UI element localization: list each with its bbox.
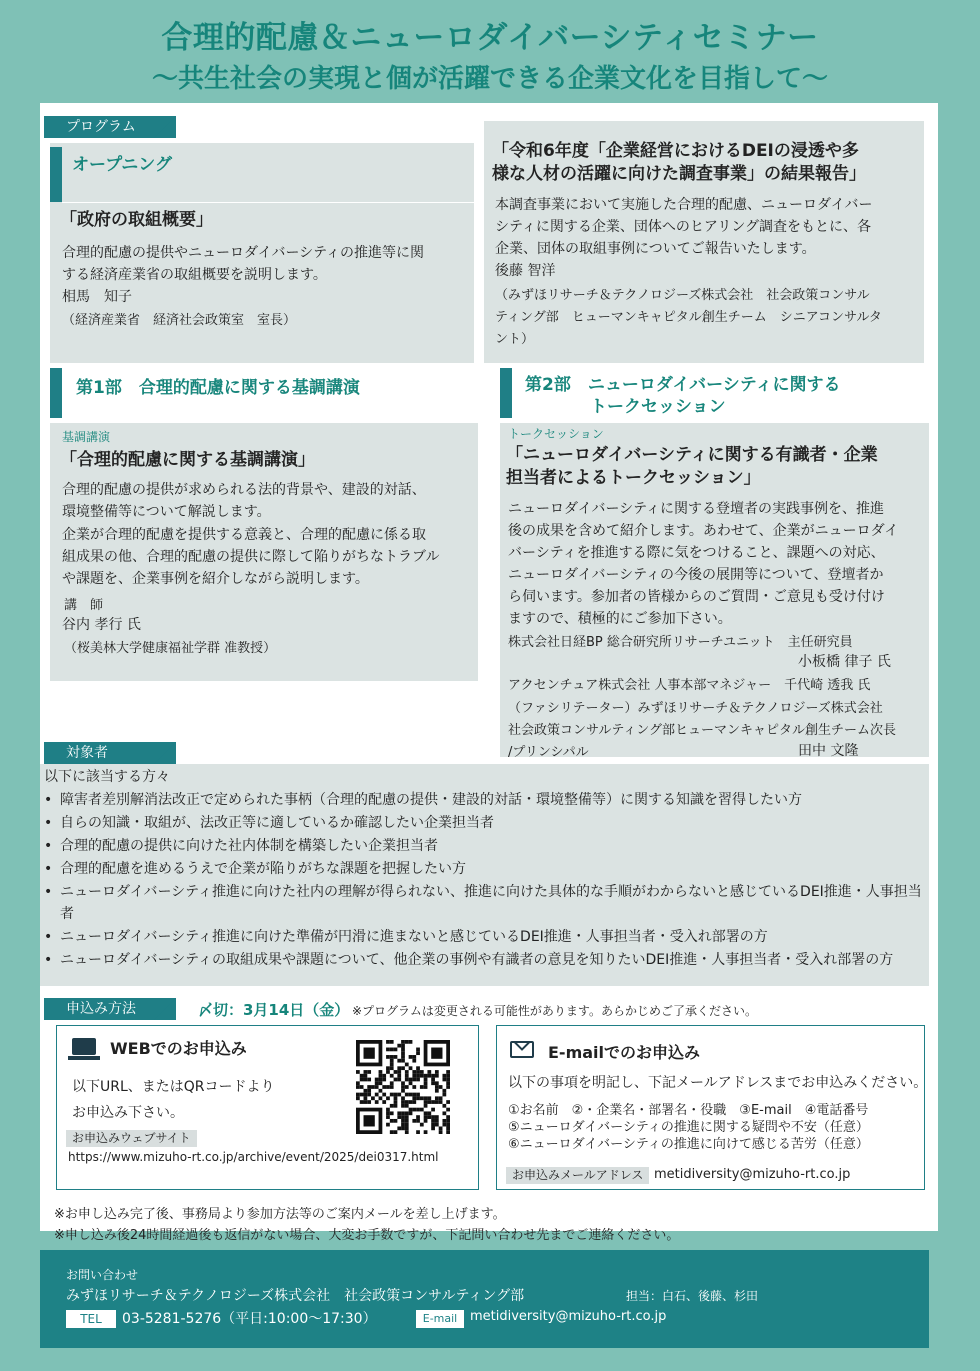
- email-label: E-mail: [416, 1310, 464, 1328]
- facilitator-3: /プリンシパル: [508, 745, 589, 760]
- bullet-icon: •: [44, 929, 53, 945]
- part2-desc-6: ますので、積極的にご参加下さい。: [508, 611, 732, 627]
- panelist1-name: 小板橋 律子 氏: [798, 654, 891, 670]
- facilitator-1: （ファシリテーター）みずほリサーチ＆テクノロジーズ株式会社: [508, 701, 883, 716]
- part1-bar: [50, 368, 62, 418]
- gov-title: 「政府の取組概要」: [60, 210, 213, 230]
- web-apply-line1: 以下URL、またはQRコードより: [72, 1079, 275, 1095]
- apply-note-1: ※お申し込み完了後、事務局より参加方法等のご案内メールを差し上げます。: [54, 1207, 506, 1222]
- web-apply-title: WEBでのお申込み: [110, 1039, 247, 1058]
- part2-heading-2: トークセッション: [590, 397, 726, 417]
- bullet-icon: •: [44, 884, 53, 900]
- web-url-label: お申込みウェブサイト: [66, 1130, 197, 1147]
- program-tag: プログラム: [44, 116, 176, 138]
- bullet-icon: •: [44, 861, 53, 877]
- target-item-text: 合理的配慮を進めるうえで企業が陥りがちな課題を把握したい方: [60, 861, 466, 877]
- bullet-icon: •: [44, 792, 53, 808]
- part1-heading: 第1部 合理的配慮に関する基調講演: [76, 378, 360, 398]
- gov-affil: （経済産業省 経済社会政策室 室長）: [62, 313, 297, 328]
- apply-note-2: ※申し込み後24時間経過後も返信がない場合、大変お手数ですが、下記問い合わせ先までご連絡ください。: [54, 1228, 680, 1243]
- contact-label: お問い合わせ: [66, 1268, 139, 1282]
- contact-tel[interactable]: 03-5281-5276（平日:10:00～17:30）: [122, 1311, 377, 1327]
- qr-code[interactable]: [356, 1040, 450, 1134]
- target-item-text: ニューロダイバーシティ推進に向けた準備が円滑に進まないと感じているDEI推進・人事担当者・受入れ部署の方: [60, 929, 768, 945]
- contact-staff: 担当：白石、後藤、杉田: [626, 1289, 759, 1303]
- report-desc-2: シティに関する企業、団体へのヒアリング調査をもとに、各: [495, 219, 872, 235]
- part1-desc-1: 合理的配慮の提供が求められる法的背景や、建設的対話、: [62, 482, 426, 498]
- report-title-1: 「令和6年度「企業経営におけるDEIの浸透や多: [492, 141, 859, 161]
- tel-label: TEL: [66, 1310, 116, 1328]
- bullet-icon: •: [44, 952, 53, 968]
- part2-desc-4: ニューロダイバーシティの今後の展開等について、登壇者か: [508, 567, 884, 583]
- contact-email[interactable]: metidiversity@mizuho-rt.co.jp: [470, 1309, 667, 1324]
- part2-desc-1: ニューロダイバーシティに関する登壇者の実践事例を、推進: [508, 501, 885, 517]
- target-tag: 対象者: [44, 742, 176, 764]
- part1-affil: （桜美林大学健康福祉学群 准教授）: [64, 641, 277, 656]
- web-url-link[interactable]: https://www.mizuho-rt.co.jp/archive/event/2025/dei0317.html: [68, 1150, 439, 1164]
- opening-bar: [50, 147, 62, 202]
- bullet-icon: •: [44, 815, 53, 831]
- email-item-1: ①お名前 ②・企業名・部署名・役職 ③E-mail ④電話番号: [508, 1103, 869, 1118]
- opening-heading: オープニング: [72, 155, 172, 175]
- web-apply-line2: お申込み下さい。: [72, 1105, 184, 1121]
- email-apply-line1: 以下の事項を明記し、下記メールアドレスまでお申込みください。: [508, 1075, 928, 1091]
- tag-corner: [154, 998, 176, 1020]
- report-desc-1: 本調査事業において実施した合理的配慮、ニューロダイバー: [495, 197, 873, 213]
- target-item: [44, 835, 924, 858]
- part1-speaker: 谷内 孝行 氏: [62, 617, 141, 633]
- email-item-2: ⑤ニューロダイバーシティの推進に関する疑問や不安（任意）: [508, 1120, 869, 1135]
- part2-title-1: 「ニューロダイバーシティに関する有識者・企業: [506, 445, 878, 465]
- subtitle: ～共生社会の実現と個が活躍できる企業文化を目指して～: [151, 64, 828, 94]
- program-change-note: ※プログラムは変更される可能性があります。あらかじめご了承ください。: [352, 1004, 757, 1018]
- part2-heading-1: 第2部 ニューロダイバーシティに関する: [525, 375, 841, 395]
- part2-label: トークセッション: [508, 427, 604, 441]
- part1-desc-5: や課題を、企業事例を紹介しながら説明します。: [62, 571, 369, 587]
- facilitator-2: 社会政策コンサルティング部ヒューマンキャピタル創生チーム次長: [508, 723, 897, 738]
- part2-title-2: 担当者によるトークセッション」: [506, 468, 761, 488]
- report-desc-3: 企業、団体の取組事例についてご報告いたします。: [495, 241, 816, 257]
- report-title-2: 様な人材の活躍に向けた調査事業」の結果報告」: [492, 164, 866, 184]
- tag-corner: [154, 742, 176, 764]
- report-speaker: 後藤 智洋: [495, 263, 556, 279]
- facilitator-name: 田中 文隆: [798, 743, 859, 759]
- report-affil-3: ント）: [495, 332, 535, 347]
- target-item: [44, 881, 924, 926]
- part2-desc-5: ら伺います。参加者の皆様からのご質問・ご意見も受け付け: [508, 589, 885, 605]
- email-address-link[interactable]: metidiversity@mizuho-rt.co.jp: [654, 1167, 851, 1182]
- part1-lecturer-label: 講 師: [64, 598, 104, 613]
- panelist1-affil: 株式会社日経BP 総合研究所リサーチユニット 主任研究員: [508, 635, 853, 650]
- main-title: 合理的配慮＆ニューロダイバーシティセミナー: [161, 20, 819, 56]
- report-affil-1: （みずほリサーチ＆テクノロジーズ株式会社 社会政策コンサル: [495, 288, 870, 303]
- part1-desc-2: 環境整備等について解説します。: [62, 504, 271, 520]
- envelope-icon: [510, 1041, 534, 1058]
- gov-speaker: 相馬 知子: [62, 289, 132, 305]
- apply-tag: 申込み方法: [44, 998, 176, 1020]
- target-item-text: 自らの知識・取組が、法改正等に適しているか確認したい企業担当者: [60, 815, 494, 831]
- email-item-3: ⑥ニューロダイバーシティの推進に向けて感じる苦労（任意）: [508, 1137, 869, 1152]
- part1-title: 「合理的配慮に関する基調講演」: [60, 450, 315, 470]
- part1-label: 基調講演: [62, 430, 111, 444]
- part2-desc-2: 後の成果を含めて紹介します。あわせて、企業がニューロダイ: [508, 523, 899, 539]
- target-intro: 以下に該当する方々: [44, 769, 170, 785]
- target-item-text: 合理的配慮の提供に向けた社内体制を構築したい企業担当者: [60, 838, 438, 854]
- gov-desc-1: 合理的配慮の提供やニューロダイバーシティの推進等に関: [62, 245, 425, 261]
- target-item: [44, 789, 924, 812]
- bullet-icon: •: [44, 838, 53, 854]
- deadline: 〆切：3月14日（金）: [198, 1001, 350, 1019]
- gov-desc-2: する経済産業省の取組概要を説明します。: [62, 267, 327, 283]
- target-item-text: ニューロダイバーシティ推進に向けた社内の理解が得られない、推進に向けた具体的な手順がわからないと感じているDEI推進・人事担当者: [60, 884, 922, 922]
- panelist2: アクセンチュア株式会社 人事本部マネジャー 千代崎 透我 氏: [508, 678, 871, 693]
- target-list: [44, 789, 924, 972]
- monitor-icon: [72, 1038, 96, 1055]
- target-item: [44, 858, 924, 881]
- report-affil-2: ティング部 ヒューマンキャピタル創生チーム シニアコンサルタ: [495, 310, 882, 325]
- target-item: [44, 949, 924, 972]
- tag-corner: [154, 116, 176, 138]
- part1-desc-3: 企業が合理的配慮を提供する意義と、合理的配慮に係る取: [62, 527, 426, 543]
- part1-desc-4: 組成果の他、合理的配慮の提供に際して陥りがちなトラブル: [62, 549, 440, 565]
- part2-desc-3: バーシティを推進する際に気をつけること、課題への対応、: [508, 545, 885, 561]
- contact-org: みずほリサーチ＆テクノロジーズ株式会社 社会政策コンサルティング部: [66, 1288, 525, 1304]
- target-item-text: ニューロダイバーシティの取組成果や課題について、他企業の事例や有識者の意見を知りたいDEI推進・人事担当者・受入れ部署の方: [60, 952, 894, 968]
- email-apply-title: E-mailでのお申込み: [548, 1043, 701, 1062]
- target-item: [44, 812, 924, 835]
- divider: [62, 202, 474, 203]
- target-item: [44, 926, 924, 949]
- part2-bar: [500, 368, 512, 418]
- target-item-text: 障害者差別解消法改正で定められた事柄（合理的配慮の提供・建設的対話・環境整備等）に関する知識を習得したい方: [60, 792, 802, 808]
- email-address-label: お申込みメールアドレス: [506, 1167, 649, 1184]
- laptop-base: [68, 1056, 100, 1060]
